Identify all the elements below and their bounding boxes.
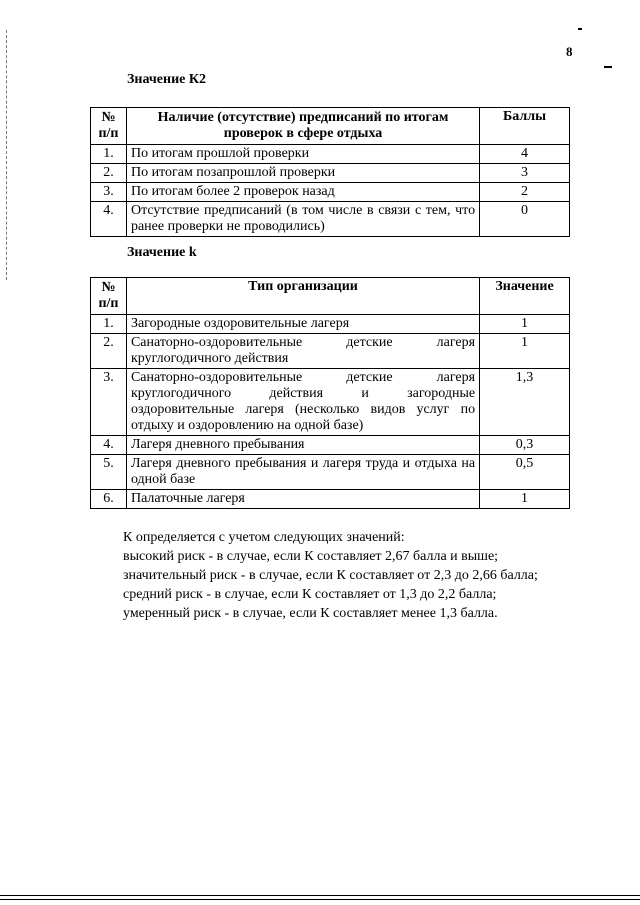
row-value: 0,5 [480,455,570,490]
row-num: 1. [91,315,127,334]
row-num: 6. [91,490,127,509]
footer-rule-top [0,895,640,896]
row-text: Загородные оздоровительные лагеря [126,315,479,334]
scan-mark-dash [604,66,612,68]
risk-paragraphs [90,528,568,623]
row-text: Палаточные лагеря [126,490,479,509]
header-desc: Тип организации [126,278,479,315]
risk-significant: значительный риск - в случае, если К составляет от 2,3 до 2,66 балла; [123,568,538,583]
row-text: Лагеря дневного пребывания [126,436,479,455]
row-text: По итогам позапрошлой проверки [126,164,479,183]
risk-moderate: умеренный риск - в случае, если К составляет менее 1,3 балла. [123,606,498,621]
row-value: 1 [480,334,570,369]
row-num: 3. [91,183,127,202]
table-header-row [91,108,570,145]
row-value: 2 [480,183,570,202]
table-row [91,455,570,490]
table-row [91,369,570,436]
row-text: Санаторно-оздоровительные детские лагеря круглогодичного действия и загородные оздоровительные лагеря (несколько видов услуг по отдыху и оздоровлению на одной базе) [126,369,479,436]
row-num: 5. [91,455,127,490]
row-num: 4. [91,202,127,237]
row-num: 2. [91,164,127,183]
table-row [91,334,570,369]
page-binding-edge [6,30,8,280]
row-value: 1 [480,315,570,334]
risk-intro: К определяется с учетом следующих значений: [123,530,405,545]
table-row [91,145,570,164]
scan-mark-dot [578,28,582,30]
table-row [91,183,570,202]
header-num: № п/п [91,108,127,145]
row-text: По итогам более 2 проверок назад [126,183,479,202]
row-value: 1 [480,490,570,509]
section-title-k: Значение k [127,245,197,260]
header-value: Баллы [480,108,570,145]
row-value: 0 [480,202,570,237]
footer-rule-bottom [0,899,640,900]
row-value: 3 [480,164,570,183]
table-row [91,315,570,334]
row-num: 3. [91,369,127,436]
row-num: 4. [91,436,127,455]
row-value: 4 [480,145,570,164]
table-k2 [90,107,570,237]
row-num: 1. [91,145,127,164]
table-row [91,164,570,183]
section-title-k2: Значение К2 [127,72,207,87]
table-row [91,490,570,509]
row-text: Санаторно-оздоровительные детские лагеря круглогодичного действия [126,334,479,369]
table-header-row [91,278,570,315]
row-value: 0,3 [480,436,570,455]
row-text: Лагеря дневного пребывания и лагеря труда и отдыха на одной базе [126,455,479,490]
risk-high: высокий риск - в случае, если К составляет 2,67 балла и выше; [123,549,499,564]
row-text: Отсутствие предписаний (в том числе в связи с тем, что ранее проверки не проводились) [126,202,479,237]
page-number: 8 [566,44,573,59]
row-text: По итогам прошлой проверки [126,145,479,164]
risk-medium: средний риск - в случае, если К составляет от 1,3 до 2,2 балла; [123,587,497,602]
table-row [91,436,570,455]
header-value: Значение [480,278,570,315]
table-row [91,202,570,237]
header-desc: Наличие (отсутствие) предписаний по итогам проверок в сфере отдыха [126,108,479,145]
header-num: № п/п [91,278,127,315]
row-value: 1,3 [480,369,570,436]
row-num: 2. [91,334,127,369]
table-k [90,277,570,509]
